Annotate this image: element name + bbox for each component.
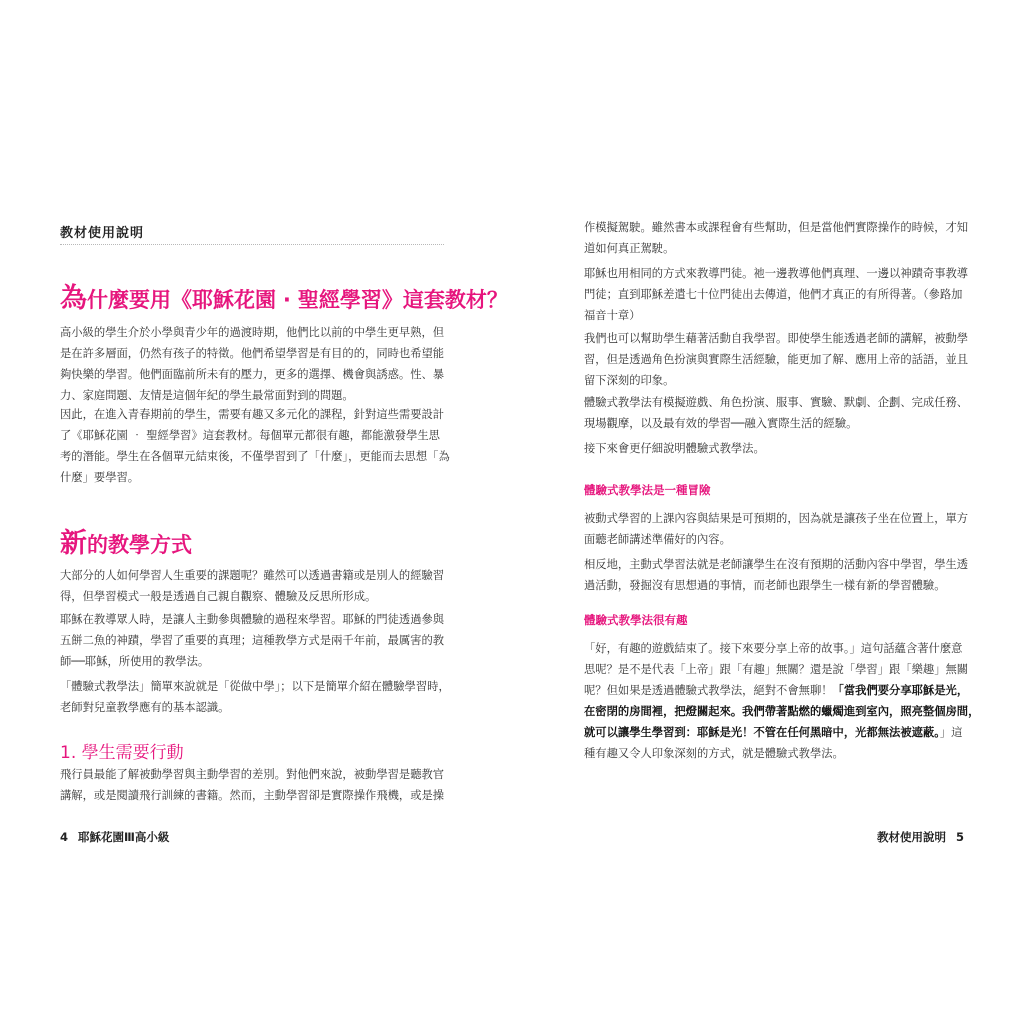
text-line: 什麼」要學習。 [60, 471, 140, 484]
text-line: 作模擬駕駛。雖然書本或課程會有些幫助，但是當他們實際操作的時候，才知 [584, 221, 969, 234]
book-title: 耶穌花園Ⅲ高小級 [78, 830, 170, 844]
text-line: 力、家庭問題、友情是這個年紀的學生最常面對到的問題。 [60, 389, 354, 402]
text-line: 習，但是透過角色扮演與實際生活經驗，能更加了解、應用上帝的話語，並且 [584, 353, 969, 366]
text-line: 面聽老師講述準備好的內容。 [584, 533, 731, 546]
page-number: 4 [60, 830, 69, 844]
section-title-first-char: 新 [60, 528, 87, 559]
method-paragraph-2 [60, 609, 446, 672]
emphasis-text: 在密閉的房間裡，把燈關起來。我們帶著點燃的蠟燭進到室內，照亮整個房間， [584, 705, 980, 718]
text-line: 現場觀摩，以及最有效的學習──融入實際生活的經驗。 [584, 417, 858, 430]
text-line: 體驗式教學法有模擬遊戲、角色扮演、服事、實驗、默劇、企劃、完成任務、 [584, 396, 969, 409]
footer-section-label: 教材使用說明 [876, 830, 946, 844]
text-line: 種有趣又令人印象深刻的方式，就是體驗式教學法。 [584, 747, 844, 760]
emphasis-text: 「當我們要分享耶穌是光， [832, 684, 969, 697]
section-header [60, 222, 444, 245]
fun-paragraph [584, 638, 980, 764]
heading-adventure: 體驗式教學法是一種冒險 [584, 483, 711, 497]
method-paragraph-3 [60, 676, 450, 718]
passive-paragraph [584, 508, 970, 550]
text-line: 師──耶穌，所使用的教學法。 [60, 655, 210, 668]
next-paragraph [584, 438, 970, 459]
title-rest: 什麼要用《耶穌花園 ‧ 聖經學習》這套教材？ [87, 288, 508, 312]
pilot-paragraph [60, 764, 446, 806]
method-paragraph-1 [60, 565, 446, 607]
text-segment: 呢？但如果是透過體驗式教學法，絕對不會無聊！ [584, 684, 833, 697]
text-line: 過活動，發掘沒有思想過的事情，而老師也跟學生一樣有新的學習體驗。 [584, 579, 946, 592]
subheading-students-act: 1. 學生需要行動 [60, 743, 184, 763]
text-line: 「體驗式教學法」簡單來說就是「從做中學」；以下是簡單介紹在體驗學習時， [60, 680, 450, 693]
text-line: 耶穌在教導眾人時，是讓人主動參與體驗的過程來學習。耶穌的門徒透過參與 [60, 613, 445, 626]
text-line: 得，但學習模式一般是透過自己親自觀察、體驗及反思所形成。 [60, 590, 377, 603]
text-line [584, 701, 980, 722]
text-line: 五餅二魚的神蹟，學習了重要的真理；這種教學方式是兩千年前，最厲害的教 [60, 634, 445, 647]
text-line: 相反地，主動式學習法就是老師讓學生在沒有預期的活動內容中學習，學生透 [584, 558, 969, 571]
emphasis-text: 就可以讓學生學習到：耶穌是光！不管在任何黑暗中，光都無法被遮蔽。 [584, 726, 940, 739]
text-line: 是在許多層面，仍然有孩子的特徵。他們希望學習是有目的的，同時也希望能 [60, 347, 445, 360]
text-line: 因此，在進入青春期前的學生，需要有趣又多元化的課程，針對這些需要設計 [60, 408, 445, 421]
text-line: 大部分的人如何學習人生重要的課題呢？雖然可以透過書籍或是別人的經驗習 [60, 569, 445, 582]
text-line: 耶穌也用相同的方式來教導門徒。祂一邊教導他們真理、一邊以神蹟奇事教導 [584, 267, 969, 280]
text-segment: 」這 [939, 726, 963, 739]
text-line: 講解，或是閱讀飛行訓練的書籍。然而，主動學習卻是實際操作飛機，或是操 [60, 789, 445, 802]
text-line: 留下深刻的印象。 [584, 374, 675, 387]
active-paragraph [584, 554, 970, 596]
text-line: 被動式學習的上課內容與結果是可預期的，因為就是讓孩子坐在位置上，單方 [584, 512, 969, 525]
text-line: 道如何真正駕駛。 [584, 242, 675, 255]
text-line: 夠快樂的學習。他們面臨前所未有的壓力，更多的選擇、機會與誘惑。性、暴 [60, 368, 445, 381]
text-line: 福音十章） [584, 309, 641, 322]
footer-left [60, 829, 169, 845]
intro-paragraph-1 [60, 322, 446, 406]
text-line: 思呢？是不是代表「上帝」跟「有趣」無關？還是說「學習」跟「樂趣」無關 [584, 663, 969, 676]
section-title-rest: 的教學方式 [87, 533, 192, 557]
text-line: 門徒；直到耶穌差遣七十位門徒出去傳道，他們才真正的有所得著。（參路加 [584, 288, 963, 301]
page-number: 5 [955, 830, 964, 844]
text-line [584, 680, 970, 701]
heading-fun: 體驗式教學法很有趣 [584, 613, 688, 627]
text-line: 高小級的學生介於小學與青少年的過渡時期，他們比以前的中學生更早熟，但 [60, 326, 445, 339]
self-learning-paragraph [584, 328, 970, 391]
methods-list-paragraph [584, 392, 970, 434]
intro-paragraph-2 [60, 404, 450, 488]
text-line: 考的潛能。學生在各個單元結束後，不僅學習到了「什麼」，更能而去思想「為 [60, 450, 450, 463]
section-title-new-method [60, 521, 192, 560]
text-line [584, 722, 970, 743]
section-header-label: 教材使用說明 [60, 226, 145, 241]
text-line: 「好，有趣的遊戲結束了。接下來要分享上帝的故事。」這句話蘊含著什麼意 [584, 642, 963, 655]
text-line: 飛行員最能了解被動學習與主動學習的差別。對他們來說，被動學習是聽教官 [60, 768, 445, 781]
text-line: 老師對兒童教學應有的基本認識。 [60, 701, 230, 714]
footer-right [877, 829, 964, 845]
text-line: 了《耶穌花園 ‧ 聖經學習》這套教材。每個單元都很有趣，都能激發學生思 [60, 429, 440, 442]
page-title [60, 276, 508, 315]
title-first-char: 為 [60, 283, 87, 314]
simulation-paragraph [584, 217, 970, 259]
text-line: 接下來會更仔細說明體驗式教學法。 [584, 442, 765, 455]
jesus-teaching-paragraph [584, 263, 970, 326]
text-line: 我們也可以幫助學生藉著活動自我學習。即使學生能透過老師的講解，被動學 [584, 332, 969, 345]
